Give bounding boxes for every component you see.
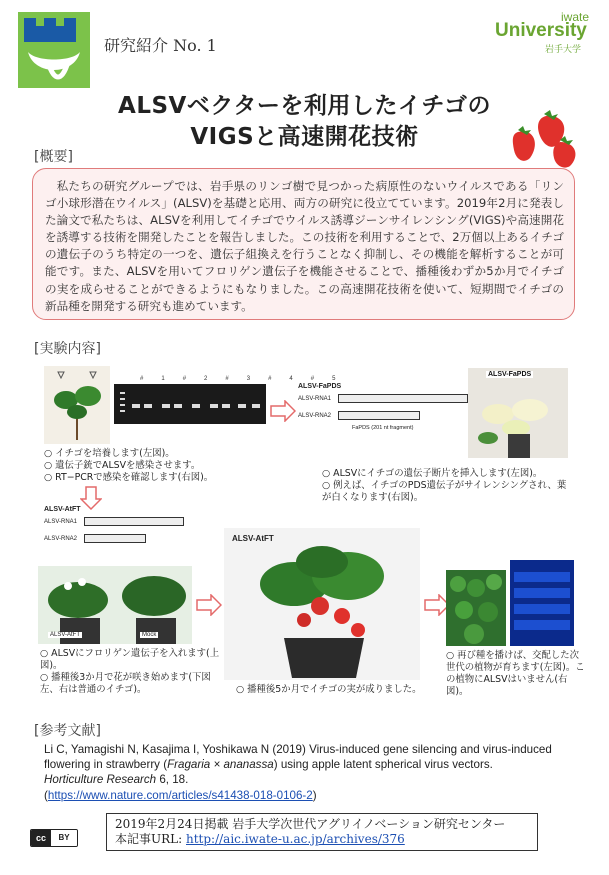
footer-posted: 2019年2月24日掲載 岩手大学次世代アグリイノベーション研究センター [115, 817, 506, 831]
title-line-2: VIGSと高速開花技術 [190, 124, 419, 150]
caption-line: ○ 播種後5か月でイチゴの実が成りました。 [236, 684, 422, 695]
virus-test-membrane-photo [510, 560, 574, 646]
research-center-logo [18, 12, 90, 88]
caption-step5 [446, 650, 586, 698]
rt-pcr-gel-photo [114, 384, 266, 424]
logo-text-university: University [495, 20, 587, 41]
rna2-label: ALSV-RNA2 [44, 535, 78, 542]
overview-heading: [概要] [34, 149, 73, 165]
citation-text: ) using apple latent spherical virus vectors. [273, 758, 493, 772]
next-generation-seedlings-photo [446, 570, 506, 646]
arrow-right-icon [196, 594, 222, 616]
caption-line: ○ RT−PCRで感染を確認します(右図)。 [44, 472, 214, 483]
citation-text: Li C, Yamagishi N, Kasajima I, Yoshikawa N (2019) Virus-induced gene silencing and virus-induced flowering in strawberry ( [44, 743, 552, 772]
rna1-label: ALSV-RNA1 [298, 395, 332, 402]
caption-line: ○ ALSVにフロリゲン遺伝子を入れます(上図)。 [40, 648, 220, 671]
caption-line: ○ 播種後3か月で花が咲き始めます(下図左、右は普通のイチゴ)。 [40, 672, 211, 695]
cc-icon: cc [31, 830, 51, 846]
footer-url-label: 本記事URL: [115, 832, 183, 846]
alsv-atft-vector-diagram [44, 506, 184, 564]
caption-line: ○ ALSVにイチゴの遺伝子断片を挿入します(左図)。 [322, 468, 543, 479]
research-label: 研究紹介 No. 1 [104, 36, 217, 55]
caption-step3 [40, 648, 220, 696]
citation-url-open: ( [44, 788, 48, 802]
gel-group-label: #2 [182, 376, 226, 382]
footer-box [106, 813, 538, 851]
vector-title: ALSV-FaPDS [298, 383, 342, 390]
logo-text-japanese: 岩手大学 [544, 45, 581, 55]
citation-species: Fragaria × ananassa [167, 758, 274, 772]
gel-group-label: #1 [140, 376, 183, 382]
strawberry-icon [513, 126, 535, 161]
gel-group-label: #3 [225, 376, 269, 382]
article-link[interactable]: http://aic.iwate-u.ac.jp/archives/376 [186, 832, 405, 846]
overview-box [32, 168, 575, 320]
cc-by-license-badge [30, 829, 78, 847]
overview-text: 私たちの研究グループでは、岩手県のリンゴ樹で見つかった病原性のないウイルスである「リンゴ小球形潜在ウイルス」(ALSV)を基礎と応用、両方の研究に役立てています。2019年2月に発表した論文で私たちは、ALSVを利用してイチゴでウイルス誘導ジーンサイレンシング(VIGS)や高速開花を誘導する技術を開発したことを報告しました。この技術を利用することで、2万個以上あるイチゴの遺伝子のうち特定の一つを、遺伝子組換えを行うことなく抑制し、その機能を解析することが可能です。また、ALSVを用いてフロリゲン遺伝子を機能させることで、播種後わずか5か月でイチゴの実を成らせることができるようにもなりました。この高速開花技術を使いて、短期間でイチゴの新品種を開発する研究も進めています。 [45, 179, 564, 313]
iwate-university-logo [495, 10, 595, 54]
rna2-label: ALSV-RNA2 [298, 412, 332, 419]
caption-line: ○ イチゴを培養します(左図)。 [44, 448, 175, 459]
strawberry-illustration [508, 108, 580, 170]
caption-step4 [236, 684, 446, 696]
caption-step1 [44, 448, 284, 484]
fruiting-strawberry-photo [224, 528, 420, 680]
mock-plant-tag: Mock [142, 632, 157, 638]
pds-photo-label: ALSV-FaPDS [488, 371, 532, 378]
title-line-1: ALSVベクターを利用したイチゴの [118, 93, 491, 119]
citation-journal: Horticulture Research [44, 773, 157, 787]
reference-link[interactable]: https://www.nature.com/articles/s41438-018-0106-2 [47, 788, 313, 802]
rna1-bar [338, 394, 468, 403]
references-heading: [参考文献] [34, 723, 101, 739]
caption-step2 [322, 468, 572, 504]
caption-line: ○ 遺伝子銃でALSVを感染させます。 [44, 460, 201, 471]
gel-group-labels [140, 376, 353, 382]
by-icon: BY [51, 830, 77, 846]
strawberry-icon [538, 110, 564, 147]
rna2-bar [338, 411, 420, 420]
atft-plant-tag: ALSV-AtFT [50, 632, 81, 638]
reference-citation [44, 742, 564, 803]
strawberry-seedling-photo [44, 366, 110, 444]
atft-main-label: ALSV-AtFT [232, 534, 274, 543]
citation-url-close: ) [312, 788, 317, 802]
caption-line: ○ 再び種を播けば、交配した次世代の植物が育ちます(左図)。この植物にALSVはいません(右図)。 [446, 650, 585, 697]
gel-group-label: #4 [268, 376, 311, 382]
experiment-heading: [実験内容] [34, 341, 101, 357]
gel-group-label: #5 [310, 376, 354, 382]
arrow-right-icon [270, 400, 296, 422]
alsv-fapds-vector-diagram [298, 383, 468, 443]
footer-url-row [115, 832, 529, 847]
rna2-bar [84, 534, 146, 543]
vector-title: ALSV-AtFT [44, 506, 81, 513]
fapds-fragment-label: FaPDS (201 nt fragment) [352, 425, 414, 431]
rna1-bar [84, 517, 184, 526]
caption-line: ○ 例えば、イチゴのPDS遺伝子がサイレンシングされ、葉が白くなります(右図)。 [322, 480, 567, 503]
logo-text-iwate: iwate [560, 10, 589, 24]
rna1-label: ALSV-RNA1 [44, 518, 78, 525]
citation-volume: 6, 18. [156, 773, 189, 787]
pds-silenced-plant-photo [468, 368, 568, 458]
